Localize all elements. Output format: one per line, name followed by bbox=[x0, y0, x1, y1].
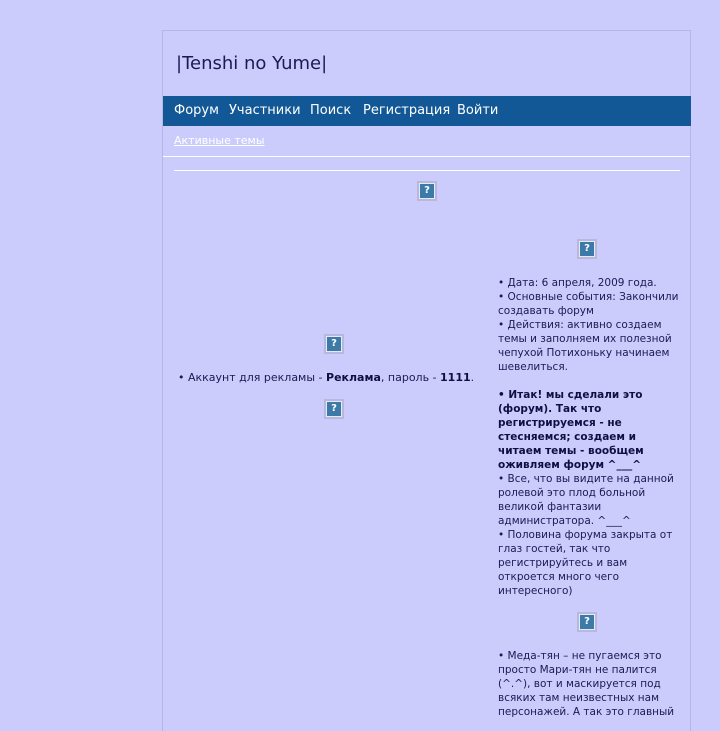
news-item: • Дата: 6 апреля, 2009 года. bbox=[498, 277, 657, 289]
ad-account-name: Реклама bbox=[326, 371, 381, 384]
broken-image-icon: ? bbox=[326, 401, 342, 417]
nav-members[interactable]: Участники bbox=[229, 103, 301, 118]
site-title: |Tenshi no Yume| bbox=[176, 53, 328, 74]
news-block bbox=[498, 649, 680, 719]
nav-login[interactable]: Войти bbox=[457, 103, 499, 118]
divider bbox=[163, 156, 690, 157]
broken-image-icon: ? bbox=[579, 241, 595, 257]
ad-account-info: • Аккаунт для рекламы - Реклама, пароль - 1111. bbox=[178, 371, 475, 384]
spacer bbox=[498, 374, 680, 388]
nav-register[interactable]: Регистрация bbox=[363, 103, 451, 118]
news-item: • Половина форума закрыта от глаз гостей, так что регистрируйтесь и вам откроется много чего интересного) bbox=[498, 529, 673, 597]
broken-image-icon: ? bbox=[579, 614, 595, 630]
divider bbox=[174, 170, 680, 171]
active-topics-link[interactable]: Активные темы bbox=[174, 134, 265, 147]
nav-search[interactable]: Поиск bbox=[310, 103, 352, 118]
news-item: • Все, что вы видите на данной ролевой это плод больной великой фантазии администратора. ^___^ bbox=[498, 473, 674, 527]
broken-image-icon: ? bbox=[419, 183, 435, 199]
nav-forum[interactable]: Форум bbox=[174, 103, 219, 118]
news-item: • Основные события: Закончили создавать форум bbox=[498, 291, 679, 317]
news-block bbox=[498, 276, 680, 598]
broken-image-icon: ? bbox=[326, 336, 342, 352]
ad-account-password: 1111 bbox=[440, 371, 471, 384]
news-item: • Действия: активно создаем темы и заполняем их полезной чепухой Потихоньку начинаем шевелиться. bbox=[498, 319, 672, 373]
main-navigation bbox=[163, 96, 691, 126]
news-announcement: • Итак! мы сделали это (форум). Так что регистрируемся - не стесняемся; создаем и читаем темы - вообщем оживляем форум ^___^ bbox=[498, 389, 644, 471]
news-item: • Меда-тян – не пугаемся это просто Мари-тян не палится (^.^), вот и маскируется под всяких там неизвестных нам персонажей. А так это главный bbox=[498, 650, 675, 718]
forum-page bbox=[162, 30, 691, 731]
